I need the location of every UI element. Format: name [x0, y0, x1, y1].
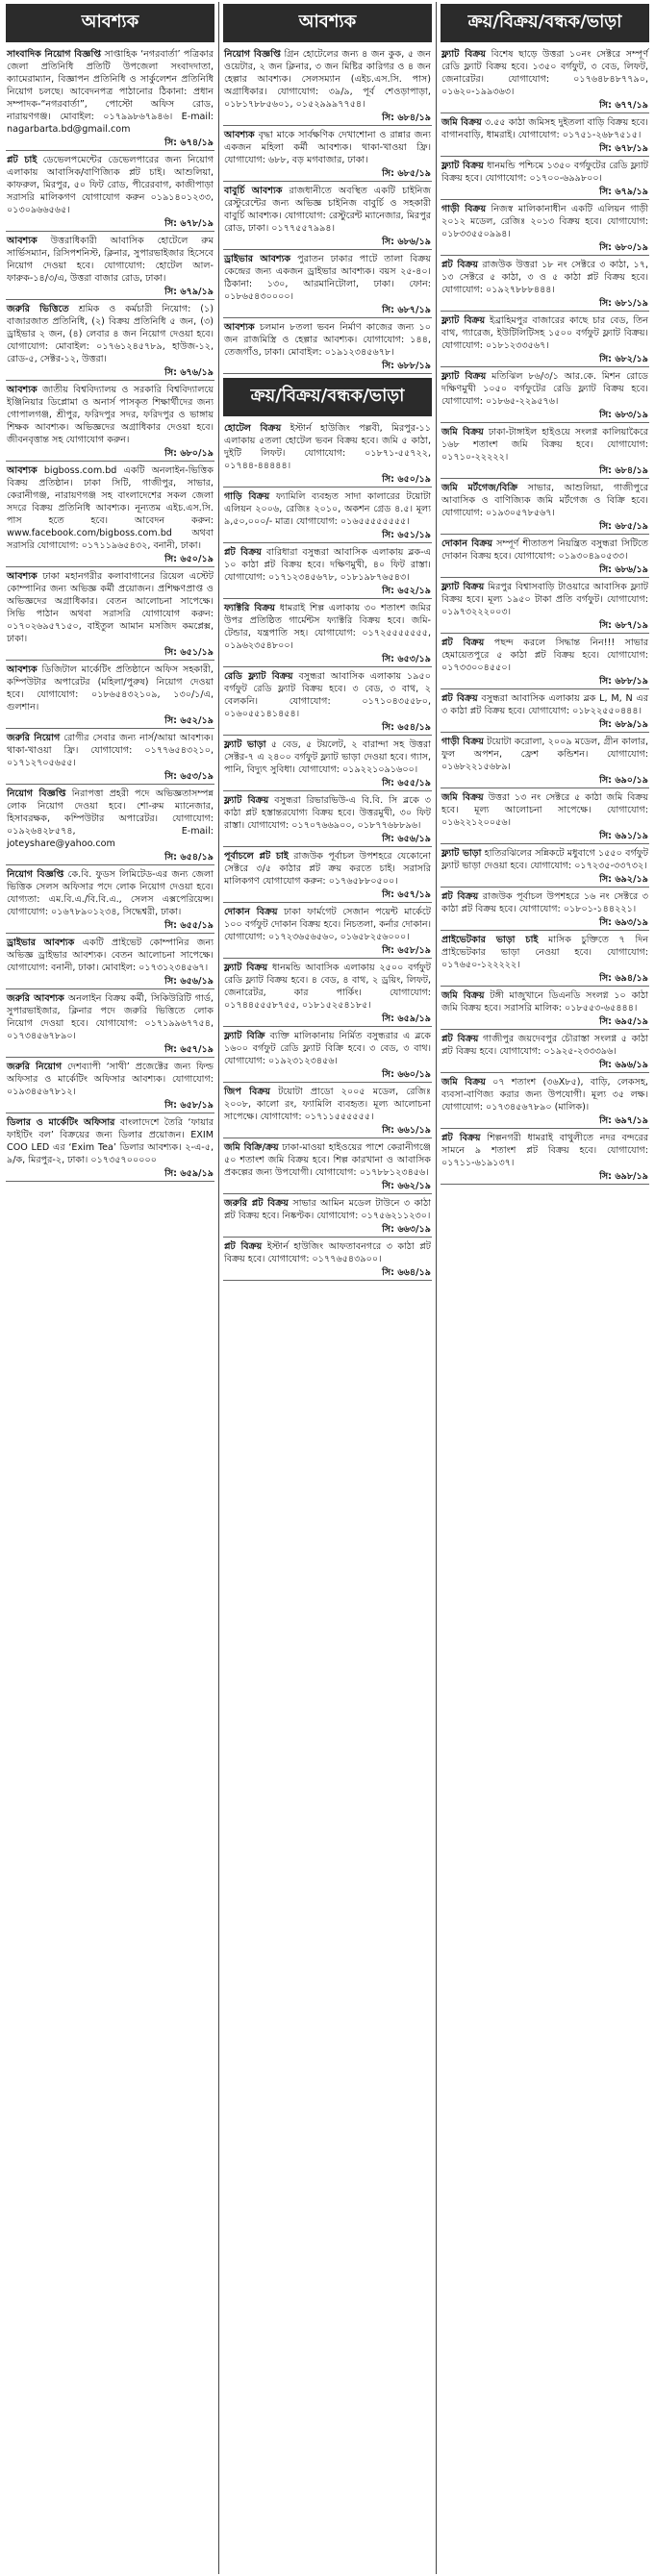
ad-code: সি: ৬৯৩/১৯	[599, 917, 648, 928]
classified-ad	[223, 251, 432, 318]
ad-code: সি: ৬৯০/১৯	[599, 775, 648, 786]
ad-title: রেডি ফ্ল্যাট বিক্রয়	[224, 671, 293, 682]
ad-title: ফ্ল্যাট বিক্রয়	[441, 371, 487, 382]
classified-ad	[223, 488, 432, 543]
ad-code: সি: ৬৭৮/১৯	[164, 218, 214, 229]
ad-title: ফ্ল্যাট বিক্রি	[224, 1031, 265, 1041]
ad-body: নিজস্ব মালিকানাধীন একটি এলিয়ন গাড়ী ২০১২ মডেল, রেজিঃ ২০১৩ বিক্রয় হবে। যোগাযোগ: ০১৮৩৩৫৫০৯৯৪।	[441, 204, 648, 239]
ad-body: ৫ বেড, ৫ টয়লেট, ২ বারান্দা সহ উত্তরা সেক্টর-৭ এ ২৪০০ বর্গফুট ফ্ল্যাট ভাড়া দেওয়া হবে। গ্যাস, পানি, বিদ্যুৎ সুবিধা। যোগাযোগ: ০১৯২২১০৯১৬০০।	[224, 739, 431, 775]
ad-code: সি: ৬৫৪/১৯	[382, 722, 431, 733]
classified-ad	[6, 866, 214, 934]
classified-ad	[441, 932, 649, 987]
ad-body: ঢাকা মহানগরীর কলাবাগানের রিয়েল এস্টেট কোম্পানির জন্য অভিজ্ঞ কর্মী প্রয়োজন। প্রশিক্ষণপ্রাপ্ত ও অভিজ্ঞদের অগ্রাধিকার। বেতন আলোচনা সাপেক্ষে। সিভি পাঠান অথবা সরাসরি যোগাযোগ করুন: ০১৭০২৬৯৫৭১৫০, বাইতুল আমান মসজিদ কমপ্লেক্স, ঢাকা।	[7, 571, 214, 644]
ad-title: প্লট বিক্রয়	[441, 260, 479, 270]
classified-ad	[441, 480, 649, 535]
classified-ad	[6, 382, 214, 462]
ad-code: সি: ৬৮৫/১৯	[382, 168, 431, 179]
ad-code: সি: ৬৫৩/১৯	[382, 654, 431, 664]
classified-ad	[441, 368, 649, 423]
ad-code: সি: ৬৭৪/১৯	[164, 138, 214, 148]
ad-title: প্লট বিক্রয়	[441, 1133, 481, 1143]
ad-code: সি: ৬৭৯/১৯	[164, 287, 214, 297]
ad-title: জমি বিক্রয়	[441, 990, 485, 1001]
ad-title: ফ্ল্যাট বিক্রয়	[441, 582, 485, 592]
ad-body: ০৭ শতাংশ (৩৬X৮৫), বাড়ি, লেকসহ, ব্যবসা-বাণিজ্য করার জন্য উপযোগী। মূল্য ৩৫ লক্ষ। যোগাযোগ: ০১৭৩৪৫৬৭৮৯০ (মালিক)।	[441, 1077, 648, 1113]
ad-code: সি: ৬৭৭/১৯	[599, 100, 648, 111]
ad-body: bigboss.com.bd একটি অনলাইন-ভিত্তিক বিক্রয় প্রতিষ্ঠান। ঢাকা সিটি, গাজীপুর, সাভার, কেরানীগঞ্জ, নারায়ণগঞ্জ সহ বাংলাদেশের সকল জেলা সদরে বিক্রয় প্রতিনিধি আবশ্যক। নূন্যতম এইচ.এস.সি. পাস হতে হবে। আবেদন করুন: www.facebook.com/bigboss.com.bd অথবা সরাসরি যোগাযোগ: ০১৭১১৯৬৫৪৩২, বনানী, ঢাকা।	[7, 465, 214, 551]
ad-title: ফ্ল্যাট বিক্রয়	[224, 795, 269, 806]
ad-title: জমি বিক্রয়	[441, 117, 482, 128]
ad-title: দোকান বিক্রয়	[224, 907, 278, 917]
classified-ad	[441, 158, 649, 200]
classified-ad	[441, 1130, 649, 1185]
ad-body: টয়োটা করোলা, ২০০৯ মডেল, গ্রীন কালার, ফুল অপশন, ফ্রেশ কন্ডিশন। যোগাযোগ: ০১৬৮২২১৫৬৮৯।	[441, 737, 648, 772]
ad-code: সি: ৬৬১/১৯	[382, 1125, 431, 1136]
ad-body: সাপ্তাহিক ‘নগরবার্তা’ পত্রিকার জেলা প্রতিনিধি প্রতিটি উপজেলা সংবাদদাতা, ক্যামেরাম্যান, বিজ্ঞাপন প্রতিনিধি ও সার্কুলেশন প্রতিনিধি নিয়োগ চলছে। আবেদনপত্র পাঠানোর ঠিকানা: প্রধান সম্পাদক-“নগরবার্তা”, পোস্টো অফিস রোড, নারায়ণগঞ্জ। মোবাইল: ০১৭৯৯৮৬৭৯৪৬। E-mail: nagarbarta.bd@gmail.com	[7, 49, 214, 135]
ad-code: সি: ৬৫৫/১৯	[164, 920, 214, 931]
ad-code: সি: ৬৮৪/১৯	[599, 465, 648, 476]
classified-ad	[223, 792, 432, 847]
classified-ad	[223, 668, 432, 736]
ad-title: আবশ্যক	[224, 130, 255, 140]
classified-ad	[223, 1028, 432, 1083]
ad-title: প্রাইভেটকার ভাড়া চাই	[441, 935, 539, 945]
ad-code: সি: ৬৫৯/১৯	[382, 1013, 431, 1024]
ad-body: মাসিক চুক্তিতে ৭ দিন প্রাইভেটকার ভাড়া নেওয়া হবে। যোগাযোগ: ০১৭৬৫০-১২২২২২।	[441, 935, 648, 970]
ad-title: সাংবাদিক নিয়োগ বিজ্ঞপ্তি	[7, 49, 102, 60]
classified-ad	[441, 690, 649, 733]
column-2	[218, 2, 436, 2574]
ad-body: রোগীর সেবার জন্য নার্স/আয়া আবশ্যক। থাকা-খাওয়া ফ্রি। যোগাযোগ: ০১৭৭৬৫৪৩২১০, ০১৭১২৭০৫৬৫৫।	[7, 733, 214, 768]
ad-body: মতিঝিল ৮৬/৩/১ আর.কে. মিশন রোডে দক্ষিণমুখী ১০৫০ বর্গফুটের রেডি ফ্ল্যাট বিক্রয় হবে। যোগাযোগ: ০১৮৬৫-২২৯৫৭৬।	[441, 371, 648, 407]
ad-title: বাবুর্চি আবশ্যক	[224, 186, 283, 196]
ad-code: সি: ৬৮৮/১৯	[599, 676, 648, 687]
ad-code: সি: ৬৯১/১৯	[599, 831, 648, 841]
ad-code: সি: ৬৫৬/১৯	[164, 976, 214, 987]
ad-body: গ্রিন হোটেলের জন্য ৪ জন কুক, ৫ জন ওয়েটার, ২ জন ক্লিনার, ৩ জন মিষ্টির কারিগর ও ৪ জন হেল্পার আবশ্যক। সেলসম্যান (এইচ.এস.সি. পাস) অগ্রাধিকার। যোগাযোগ: ৩৯/৯, পূর্ব শেওড়াপাড়া, ০১৮১৭৮৮৫৬০১, ০১৫২৯৯৯৭৭৫৪।	[224, 49, 431, 110]
ad-code: সি: ৬৬২/১৯	[382, 1181, 431, 1191]
ad-code: সি: ৬৯৬/১৯	[599, 1060, 648, 1070]
classified-ad	[441, 1031, 649, 1073]
ad-body: ধানমন্ডি আবাসিক এলাকায় ২৫০০ বর্গফুট রেডি ফ্ল্যাট বিক্রয় হবে। ৪ বেড, ৪ বাথ, ২ ড্রয়িং, লিফট, জেনারেটর, কার পার্কিং। যোগাযোগ: ০১৭৪৪৫৫৫৮৭৫৫, ০১৮১৫২৫৪১৮৫।	[224, 963, 431, 1011]
ad-title: গাড়ী বিক্রয়	[441, 204, 487, 214]
ad-body: বসুন্ধরা আবাসিক এলাকায় ১৯৫০ বর্গফুট রেডি ফ্ল্যাট বিক্রয় হবে। ৩ বেড, ৩ বাথ, ২ বেলকনি। যোগাযোগ: ০১৭১০৪৩৫৫৮০, ০১৬০৫৫১৪১৪৫৪।	[224, 671, 431, 719]
classified-ad	[6, 990, 214, 1058]
classified-ad	[6, 152, 214, 232]
ad-body: ৩.৫৫ কাঠা জমিসহ দুইতলা বাড়ি বিক্রয় হবে। বাগানবাড়ি, ধামরাই। যোগাযোগ: ০১৭৫১-২৬৮৭৫১৫।	[441, 117, 648, 140]
classified-ad	[6, 463, 214, 567]
ad-title: জরুরি নিয়োগ	[7, 1062, 63, 1072]
column-3	[436, 2, 653, 2574]
ad-code: সি: ৬৬৩/১৯	[382, 1224, 431, 1235]
ad-body: ব্যক্তি মালিকানায় নির্মিত বসুন্ধরার এ ব্লকে ১৬০০ বর্গফুট রেডি ফ্ল্যাট বিক্রি হবে। ৩ বেড, ৩ বাথ। যোগাযোগ: ০১৯২৩১২৩৪৫৬।	[224, 1031, 431, 1066]
ad-title: আবশ্যক	[7, 385, 38, 395]
ad-body: শিল্পনগরী ধামরাই বাথুলীতে নদর বন্দরের সামনে ৯ শতাংশ প্লট বিক্রয় হবে। যোগাযোগ: ০১৭১১-৬১৯১৩৭।	[441, 1133, 649, 1168]
classified-ad	[223, 600, 432, 667]
ad-title: ফ্ল্যাট ভাড়া	[224, 739, 266, 750]
ad-code: সি: ৬৫০/১৯	[382, 474, 431, 485]
ad-code: সি: ৬৭৯/১৯	[599, 187, 648, 197]
ad-body: জাতীয় বিশ্ববিদ্যালয় ও সরকারি বিশ্ববিদ্যালয়ে ইঞ্জিনিয়ার ডিপ্লোমা ও অনার্স পাসকৃত শিক্ষার্থীদের জন্য গোপালগঞ্জ, শ্রীপুর, ফরিদপুর সদর, ফরিদপুর ও ভাঙ্গায় শিক্ষক আবশ্যক। অভিজ্ঞদের অগ্রাধিকার দেওয়া হবে। জীবনবৃত্তান্ত সহ যোগাযোগ করুন।	[7, 385, 214, 445]
ad-body: বসুন্ধরা রিভারভিউ-এ বি.বি. সি ব্লকে ৩ কাঠা প্লট হস্তান্তরযোগ্য বিক্রয় হবে। উত্তরমুখী, ৩০ ফিট রাস্তা। যোগাযোগ: ০১৭০৭৬৬৯০০, ০১৮৭৭৬৮৮৯৬।	[224, 795, 431, 831]
ad-code: সি: ৬৮৬/১৯	[599, 564, 648, 575]
ad-title: দোকান বিক্রয়	[441, 538, 493, 549]
classified-ad	[223, 420, 432, 488]
ad-body: রাজউক পূর্বাচল উপশহরে ১৬ নং সেক্টরে ৩ কাঠা প্লট বিক্রয় হবে। যোগাযোগ: ০১৮০১-১৪৪২২১।	[441, 891, 648, 914]
classified-ad	[223, 544, 432, 599]
classified-ad	[441, 635, 649, 689]
ad-code: সি: ৬৫২/১৯	[382, 586, 431, 596]
classified-ad	[223, 904, 432, 959]
ad-code: সি: ৬৫১/১৯	[164, 647, 214, 658]
ad-title: জমি মর্টগেজ/বিক্রি	[441, 483, 518, 493]
ad-title: ফ্ল্যাট ভাড়া	[441, 848, 482, 859]
ad-title: প্লট বিক্রয়	[441, 693, 478, 704]
ad-body: বিশেষ ছাড়ে উত্তরা ১০নং সেক্টরে সম্পূর্ণ রেডি ফ্ল্যাট বিক্রয় হবে। ১৩৫০ বর্গফুট, ৩ বেড, লিফট, জেনারেটর। যোগাযোগ: ০১৭৬৪৮৪৮৭৭৯০, ০১৬২০-১৯৯৩৬৩।	[441, 49, 648, 97]
classified-ad	[441, 988, 649, 1030]
ad-code: সি: ৬৫০/১৯	[164, 554, 214, 564]
ad-body: বৃদ্ধা মাকে সার্বক্ষণিক দেখাশোনা ও রান্নার জন্য একজন মহিলা কর্মী আবশ্যক। থাকা-খাওয়া ফ্রি। যোগাযোগ: ৬৮৮, বড় মগবাজার, ঢাকা।	[224, 130, 431, 165]
ad-code: সি: ৬৮০/১৯	[164, 448, 214, 459]
column-1	[2, 2, 218, 2574]
columns-container	[2, 2, 653, 2574]
ad-body: টঙ্গী মাজুখানে ডিএনডি সংলগ্ন ১০ কাঠা জমি বিক্রয় হবে। সরাসরি মালিক: ০১৮৫৫৩-৬৫৪৪৪।	[441, 990, 648, 1013]
classified-ad	[441, 734, 649, 788]
ad-title: ফ্ল্যাট বিক্রয়	[441, 161, 484, 171]
classified-ad	[223, 127, 432, 182]
classified-ad	[223, 1139, 432, 1194]
ad-body: ধানমন্ডি পশ্চিমে ১৩৫০ বর্গফুটের রেডি ফ্ল্যাট বিক্রয় হবে। যোগাযোগ: ০১৭০০-৬৯৯৮০০।	[441, 161, 649, 184]
ad-body: বাংলাদেশে তৈরি ‘ফায়ার ফাইটিং বল’ বিক্রয়ের জন্য ডিলার প্রয়োজন। EXIM COO LED এর ‘Exim Tea’ ডিলার আবশ্যক। ২-এ-৫, ৯/ক, মিরপুর-২, ঢাকা। ০১৭৩৫৭০০০০০	[7, 1117, 214, 1165]
ad-title: জমি বিক্রি/ক্রয়	[224, 1142, 279, 1153]
ad-body: ইব্রাহিমপুর বাজারের কাছে চার বেড, তিন বাথ, গ্যারেজ, ইউটিলিটিসহ ১৫০০ বর্গফুট ফ্ল্যাট বিক্রয়। যোগাযোগ: ০১৮১২৩৩৫৬৭।	[441, 315, 648, 351]
section-heading: ক্রয়/বিক্রয়/বন্ধক/ভাড়া	[441, 4, 649, 42]
ad-body: পুরাতন ঢাকার পাটে তালা বিক্রয় কেন্দ্রের জন্য একজন ড্রাইভার আবশ্যক। বয়স ২৫-৪০। ঠিকানা: ১৩০, আরমানিটোলা, ঢাকা। ফোন: ০১৮৬৫৪৩০০০০।	[224, 254, 431, 302]
classified-ad	[441, 845, 649, 888]
ad-title: জমি বিক্রয়	[441, 427, 484, 438]
classified-ad	[6, 301, 214, 381]
ad-code: সি: ৬৮০/১৯	[599, 242, 648, 253]
ad-code: সি: ৬৫৫/১৯	[382, 778, 431, 788]
ad-body: রাজউক উত্তরা ১৮ নং সেক্টরে ৩ কাঠা, ১৭, ১৩ সেক্টরে ৫ কাঠা, ৩ ও ৫ কাঠা প্লট বিক্রয় হবে। যোগাযোগ: ০১৯২৭৮৮৮৪৪৪।	[441, 260, 648, 295]
ad-title: প্লট বিক্রয়	[224, 1241, 263, 1252]
classified-ad	[223, 183, 432, 250]
ad-body: ডেভেলপমেন্টের ডেভেলপারের জন্য নিয়োগ এলাকায় আবাসিক/বাণিজ্যিক প্লট চাই। আশুলিয়া, কাফরুল, মিরপুর, ৫০ ফিট রোড, পীরেরবাগ, কাজীপাড়া সরাসরি মালিকগণ যোগাযোগ করুন ০১৯১৪০১২৩৩, ০১৩০৯৬৬৫৬৫।	[7, 155, 214, 215]
ad-title: জরুরি প্লট বিক্রয়	[224, 1198, 289, 1209]
classified-ad	[6, 233, 214, 300]
ad-title: আবশ্যক	[7, 664, 38, 675]
ad-body: নিরাপত্তা প্রহরী পদে অভিজ্ঞতাসম্পন্ন লোক নিয়োগ দেওয়া হবে। শো-রুম ম্যানেজার, হিসাবরক্ষক, কম্পিউটার অপারেটর। যোগাযোগ: ০১৯২৬৪২৮৫৭৪, E-mail: joteyshare@yahoo.com	[7, 788, 214, 849]
ad-body: বসুন্ধরা আবাসিক এলাকায় ব্লক L, M, N এর ৩ কাঠা প্লট বিক্রয় হবে। যোগাযোগ: ০১৮২২৫৫০৪৪৪।	[441, 693, 648, 716]
classified-ad	[6, 786, 214, 865]
ad-title: হোটেল বিক্রয়	[224, 423, 282, 434]
ad-code: সি: ৬৮২/১৯	[599, 354, 648, 364]
ad-title: নিয়োগ বিজ্ঞপ্তি	[7, 869, 64, 880]
ad-code: সি: ৬৬৪/১৯	[382, 1267, 431, 1278]
ad-title: প্লট চাই	[7, 155, 38, 165]
classified-ad	[6, 730, 214, 785]
ad-code: সি: ৬৮১/১৯	[599, 298, 648, 309]
ad-body: কে.বি. ফুডস লিমিটেড-এর জন্য জেলা ভিত্তিক সেলস অফিসার পদে লোক নিয়োগ দেওয়া হবে। যোগ্যতা: এম.বি.এ./বি.বি.এ., সেলস এক্সপেরিয়েন্স। যোগাযোগ: ০১৬৭৮৯০১২৩৪, সিদ্ধেশ্বরী, ঢাকা।	[7, 869, 214, 917]
ad-title: ডিলার ও মার্কেটিং অফিসার	[7, 1117, 115, 1128]
classified-ad	[441, 888, 649, 931]
ad-title: জমি বিক্রয়	[441, 1077, 486, 1088]
ad-body: শ্রমিক ও কর্মচারী নিয়োগ: (১) বাজারজাত প্রতিনিধি, (২) বিক্রয় প্রতিনিধি ৫ জন, (৩) ড্রাইভার ২ জন, (৪) লেবার ৪ জন নিয়োগ দেওয়া হবে। যোগাযোগ: মোবাইল: ০১৭৬১২৪৫৭৮৯, হাউজ-১২, রোড-৫, সেক্টর-১২, উত্তরা।	[7, 304, 214, 364]
ad-code: সি: ৬৫৩/১৯	[164, 771, 214, 782]
ad-title: ড্রাইভার আবশ্যক	[7, 938, 75, 948]
ad-body: ইস্টার্ন হাউজিং পল্লবী, মিরপুর-১১ এলাকায় ৫তলা হোটেল ভবন বিক্রয় হবে। জমি ৫ কাঠা, দুইটি লিফট। যোগাযোগ: ০১৮৭১-৫৫৭২২, ০১৭৪৪-৪৪৪৪৪।	[224, 423, 431, 471]
ad-title: প্লট বিক্রয়	[441, 891, 479, 902]
ad-body: ধামরাই শিল্প এলাকায় ৩০ শতাংশ জমির উপর প্রতিষ্ঠিত গার্মেন্টস ফ্যাক্টরি বিক্রয় হবে। জমি-টেন্ডার, যন্ত্রপাতি সহ। যোগাযোগ: ০১৭২৫৫৫৫৫৫৫, ০১৯৬২৩৫৪৮০০।	[224, 603, 431, 651]
ad-title: জমি বিক্রয়	[441, 792, 484, 803]
ad-code: সি: ৬৮৭/১৯	[382, 305, 431, 315]
ad-code: সি: ৬৭৮/১৯	[599, 143, 648, 154]
ad-body: ফ্যামিলি ব্যবহৃত সাদা কালারের টয়োটা এলিয়ন ২০০৬, রেজিঃ ২০১০, অকশন গ্রেড ৪.৫। মূল্য ৯,৫০,০০০/- মাত্র। যোগাযোগ: ০১৬৫৫৫৫৫৫৫৫।	[224, 491, 431, 527]
classified-ad	[441, 201, 649, 256]
classified-ad	[441, 1074, 649, 1129]
ad-title: প্লট বিক্রয়	[224, 547, 262, 558]
ad-body: চলমান ৮তলা ভবন নির্মাণ কাজের জন্য ১০ জন রাজমিস্ত্রি ও হেল্পার আবশ্যক। যোগাযোগ: ১৪৪, তেজগাঁও, ঢাকা। মোবাইল: ০১৯১২৩৪৫৬৭৮।	[224, 322, 431, 358]
ad-code: সি: ৬৯২/১৯	[599, 874, 648, 885]
classified-ad	[441, 536, 649, 578]
ad-title: জরুরি আবশ্যক	[7, 993, 64, 1004]
ad-code: সি: ৬৫৪/১৯	[164, 852, 214, 863]
ad-code: সি: ৬৯৫/১৯	[599, 1016, 648, 1027]
ad-code: সি: ৬৯৭/১৯	[599, 1115, 648, 1126]
classified-ad	[6, 1059, 214, 1113]
ad-body: অনলাইন বিক্রয় কর্মী, সিকিউরিটি গার্ড, সুপারভাইজার, ক্লিনার পদে জরুরি ভিত্তিতে লোক নিয়োগ দেওয়া হবে। যোগাযোগ: ০১৭১৯৯৬৭৭৫৪, ০১৭৩৪৫৬৭৮৯০।	[7, 993, 214, 1041]
ad-title: ড্রাইভার আবশ্যক	[224, 254, 291, 264]
ad-body: সম্পূর্ণ শীতাতপ নিয়ন্ত্রিত বসুন্ধরা সিটিতে দোকান বিক্রয় হবে। যোগাযোগ: ০১৯৩০৪৯০৫৩৩।	[441, 538, 648, 562]
ad-body: সাভার আমিন মডেল টাউনে ৩ কাঠা প্লট বিক্রয় হবে। নিষ্কণ্টক। যোগাযোগ: ০১৭৫৬২১১২৩০।	[224, 1198, 431, 1221]
ad-title: নিয়োগ বিজ্ঞপ্তি	[7, 788, 66, 799]
classified-ad	[441, 46, 649, 113]
ad-code: সি: ৬৮৭/১৯	[599, 620, 648, 631]
ad-code: সি: ৬৮৬/১৯	[382, 237, 431, 247]
ad-code: সি: ৬৫১/১৯	[382, 530, 431, 540]
classified-ad	[441, 424, 649, 479]
classified-ad	[223, 1084, 432, 1138]
ad-title: আবশ্যক	[7, 571, 38, 582]
ad-body: গাজীপুর জয়দেবপুর চৌরাস্তা সংলগ্ন ৫ কাঠা প্লট বিক্রয় হবে। যোগাযোগ: ০১৯২৫-২৩৩৩৯৬।	[441, 1034, 648, 1057]
ad-code: সি: ৬৭৬/১৯	[164, 367, 214, 378]
ad-code: সি: ৬৮৯/১৯	[599, 719, 648, 730]
classified-ad	[223, 960, 432, 1027]
section-heading: আবশ্যক	[6, 4, 214, 42]
classified-ad	[6, 568, 214, 661]
ad-title: আবশ্যক	[7, 236, 38, 246]
ad-title: আবশ্যক	[7, 465, 38, 476]
ad-code: সি: ৬৫৮/১৯	[382, 945, 431, 956]
classified-ad	[441, 579, 649, 634]
ad-body: হাতিরঝিলের সন্নিকটে মধুবাগে ১৫৫০ বর্গফুট ফ্ল্যাট ভাড়া দেওয়া হবে। যোগাযোগ: ০১৭২৩৫-৩৩৭৩২।	[441, 848, 648, 871]
classified-ad	[223, 319, 432, 374]
ad-code: সি: ৬৮৪/১৯	[382, 113, 431, 123]
ad-body: টয়োটা প্রাডো ২০০৫ মডেল, রেজিঃ ২০০৮, কালো রং, ফ্যামিলি ব্যবহৃত। মূল্য আলোচনা সাপেক্ষে। যোগাযোগ: ০১৭১১৫৫৫৫৫৫।	[224, 1087, 431, 1122]
classified-ad	[441, 257, 649, 312]
ad-title: প্লট বিক্রয়	[441, 638, 485, 648]
ad-title: জরুরি নিয়োগ	[7, 733, 61, 743]
classified-ad	[223, 1195, 432, 1238]
ad-title: জরুরি ভিত্তিতে	[7, 304, 69, 314]
section-heading: ক্রয়/বিক্রয়/বন্ধক/ভাড়া	[223, 378, 432, 416]
classified-ad	[223, 1238, 432, 1281]
ad-title: নিয়োগ বিজ্ঞপ্তি	[224, 49, 281, 60]
ad-body: ঢাকা-টাঙ্গাইল হাইওয়ে সংলগ্ন কালিয়াকৈরে ১৬৮ শতাংশ জমি বিক্রয় হবে। যোগাযোগ: ০১৭১০-২২২২২।	[441, 427, 648, 463]
ad-title: জিপ বিক্রয়	[224, 1087, 271, 1097]
ad-code: সি: ৬৫৭/১৯	[164, 1044, 214, 1055]
ad-body: রাজধানীতে অবস্থিত একটি চাইনিজ রেস্টুরেন্টের জন্য অভিজ্ঞ চাইনিজ বাবুর্চি ও সহকারী বাবুর্চি আবশ্যক। যোগাযোগ: রেস্টুরেন্ট ম্যানেজার, মিরপুর রোড, ঢাকা। ০১৭৭৫৫৭৯৯৪।	[224, 186, 431, 234]
ad-title: ফ্যাক্টরি বিক্রয়	[224, 603, 276, 613]
ad-code: সি: ৬৫৬/১৯	[382, 834, 431, 844]
ad-body: পছন্দ করলে সিদ্ধান্ত নিন!!! সাভার হেমায়েতপুরে ৫ কাঠা প্লট বিক্রয় হবে। যোগাযোগ: ০১৭৩৩০০৪৫৫০।	[441, 638, 649, 673]
ad-body: ঢাকা ফার্মগেট সেজান পয়েন্ট মার্কেটে ১০০ বর্গফুট দোকান বিক্রয় হবে। নিচতলা, কর্নার দোকান। যোগাযোগ: ০১৭২৩৬৫৬৫৬০, ০১৬৫৮২৫৬০০০।	[224, 907, 431, 942]
ad-body: ডিজিটাল মার্কেটিং প্রতিষ্ঠানে অফিস সহকারী, কম্পিউটার অপারেটর (মহিলা/পুরুষ) নিয়োগ দেওয়া হবে। যোগাযোগ: ০১৮৬৫৪৩২১০৯, ১৩০/১/এ, গুলশান।	[7, 664, 214, 713]
classified-ad	[6, 1114, 214, 1182]
ad-code: সি: ৬৮৫/১৯	[599, 521, 648, 532]
classified-ad	[441, 313, 649, 367]
classified-ad	[6, 46, 214, 151]
classified-ad	[223, 737, 432, 791]
ad-body: রাজউক পূর্বাচল উপশহরে যেকোনো সেক্টরে ৩/৫ কাঠার প্লট ক্রয় করতে চাই। সরাসরি মালিকগণ যোগাযোগ করুন: ০১৭৬৫৮৮০৫০০।	[224, 851, 431, 887]
ad-title: ফ্ল্যাট বিক্রয়	[441, 315, 486, 326]
classified-ad	[223, 46, 432, 126]
ad-body: দেশব্যাপী ‘সাথী’ প্রজেক্টের জন্য ফিল্ড অফিসার ও মার্কেটিং অফিসার আবশ্যক। যোগাযোগ: ০১৯৩৪৫৬৭৮১২।	[7, 1062, 214, 1097]
ad-title: গাড়ী বিক্রয়	[441, 737, 484, 747]
classified-ad	[223, 848, 432, 903]
ad-code: সি: ৬৯৮/১৯	[599, 1171, 648, 1182]
ad-title: পূর্বাচলে প্লট চাই	[224, 851, 289, 862]
ad-body: সাভার, আশুলিয়া, গাজীপুরে আবাসিক ও বাণিজ্যিক জমি মর্টগেজ ও বিক্রি হবে। যোগাযোগ: ০১৯৩০৫৭৮৫৬৭।	[441, 483, 648, 518]
ad-body: ঢাকা-মাওয়া হাইওয়ের পাশে কেরানীগঞ্জে ৫০ শতাংশ জমি বিক্রয় হবে। শিল্প কারখানা ও আবাসিক প্রকল্পের জন্য উপযোগী। যোগাযোগ: ০১৭৮৮১২৩৪৫৬।	[224, 1142, 431, 1178]
classified-ad	[441, 789, 649, 844]
ad-code: সি: ৬৯৪/১৯	[599, 973, 648, 984]
ad-body: উত্তরা ১৩ নং সেক্টরে ৫ কাঠা জমি বিক্রয় হবে। মূল্য আলোচনা সাপেক্ষে। যোগাযোগ: ০১৬২২১২০০৫৬।	[441, 792, 648, 828]
ad-code: সি: ৬৫৭/১৯	[382, 889, 431, 900]
ad-title: প্লট বিক্রয়	[441, 1034, 479, 1044]
ad-code: সি: ৬৫২/১৯	[164, 715, 214, 726]
ad-title: গাড়ি বিক্রয়	[224, 491, 270, 502]
ad-title: আবশ্যক	[224, 322, 255, 333]
ad-code: সি: ৬৬০/১৯	[382, 1069, 431, 1080]
section-heading: আবশ্যক	[223, 4, 432, 42]
ad-title: ফ্ল্যাট বিক্রয়	[224, 963, 268, 973]
ad-body: মিরপুর বিশ্বাসবাড়ি টাওয়ারে আবাসিক ফ্ল্যাট বিক্রয় হবে। মূল্য ১৯৫০ টাকা প্রতি বর্গফুট। যোগাযোগ: ০১৯৭৩২২২০০৩।	[441, 582, 648, 617]
ad-code: সি: ৬৮৮/১৯	[382, 361, 431, 371]
ad-body: উত্তরাধিকারী আবাসিক হোটেলে রুম সার্ভিসম্যান, রিসিপশনিস্ট, ক্লিনার, সুপারভাইজার হিসেবে নিয়োগ দেওয়া হবে। যোগাযোগ: হোটেল আল-ফারুক-১৪/৩/এ, উত্তরা বাজার রোড, ঢাকা।	[7, 236, 214, 284]
classified-ad	[6, 662, 214, 729]
classified-ad	[441, 114, 649, 157]
ad-code: সি: ৬৫৯/১৯	[164, 1168, 214, 1179]
ad-title: ফ্ল্যাট বিক্রয়	[441, 49, 486, 60]
ad-code: সি: ৬৫৮/১৯	[164, 1100, 214, 1111]
ad-code: সি: ৬৮৩/১৯	[599, 410, 648, 420]
ad-body: বারিধারা বসুন্ধরা আবাসিক এলাকায় ব্লক-এ ১০ কাঠা প্লট বিক্রয় হবে। দক্ষিণমুখী, ৪০ ফিট রাস্তা। যোগাযোগ: ০১৭১২৩৪৫৬৭৮, ০১৮১৯৮৭৬৫৪৩।	[224, 547, 432, 583]
ad-body: একটি প্রাইভেট কোম্পানির জন্য অভিজ্ঞ ড্রাইভার আবশ্যক। বেতন আলোচনা সাপেক্ষে। যোগাযোগ: বনানী, ঢাকা। মোবাইল: ০১৭৩১২৩৪৫৬৭।	[7, 938, 214, 973]
ad-body: ইস্টার্ন হাউজিং আফতাবনগরে ৩ কাঠা প্লট বিক্রয় হবে। যোগাযোগ: ০১৭৭৬৫৪৩৯০০।	[224, 1241, 432, 1264]
classified-ad	[6, 935, 214, 989]
